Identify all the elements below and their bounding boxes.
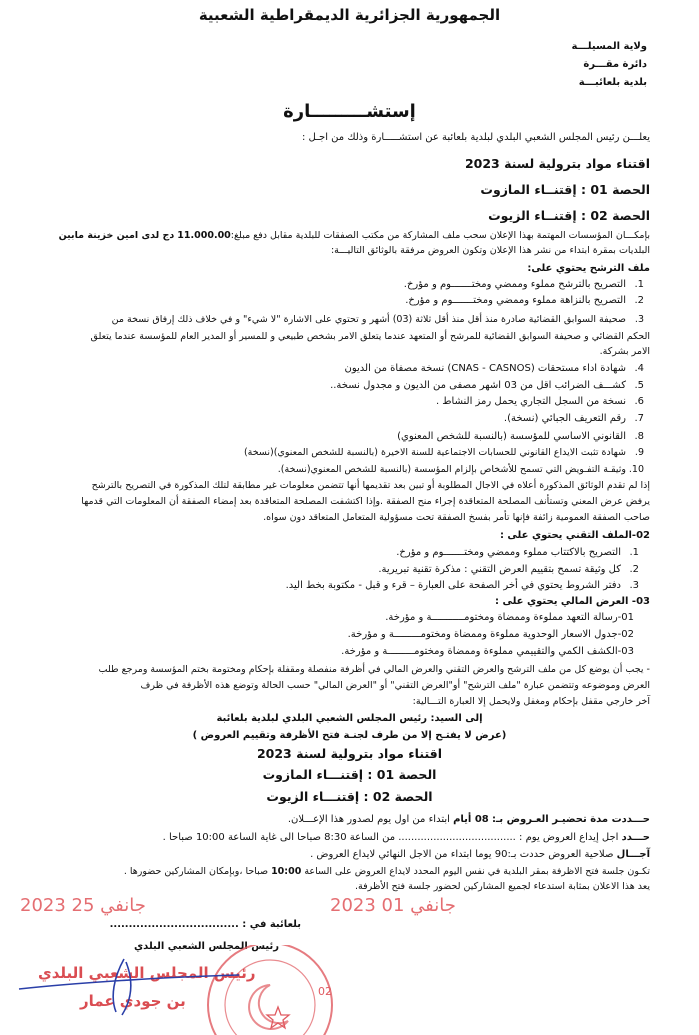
handwritten-signature-name: بن جودي عمار — [80, 992, 186, 1010]
item-3-continuation-2: الامر بشركة. — [599, 346, 650, 357]
republic-heading: الجمهورية الجزائرية الديمقراطية الشعبية — [198, 6, 501, 24]
wilaya-label: ولاية المسيلـــة — [571, 41, 647, 52]
signatory-title: رئيس المجلس الشعبي البلدي — [134, 941, 279, 952]
outer-envelope-lot-2: الحصة 02 : إقتنـــاء الزيوت — [266, 789, 433, 804]
opening-text: تكـون جلسة فتح الاظرفة بمقر البلدية في نفس اليوم المحدد لايداع العروض على الساعة — [301, 866, 650, 877]
item-number: 8. — [634, 431, 644, 442]
envelopes-line-1: - يجب أن يوضع كل من ملف الترشح والعرض التقني والعرض المالي في أظرفة منفصلة ومقفلة بإحكام ومختومة بختم المؤسسة ومرجع طلب — [98, 664, 650, 675]
candidacy-item — [405, 294, 644, 308]
withdrawal-line-2: البلديات بمقرة ابتداء من نشر هذا الإعلان وتكون العروض مرفقة بالوثائق التاليـــة: — [330, 245, 650, 256]
candidacy-item — [244, 446, 644, 460]
item-text: دفتر الشروط يحتوي في أخر الصفحة على العبارة – قرء و قبل - مكتوبة بخط اليد. — [285, 580, 621, 591]
candidacy-item — [278, 463, 644, 477]
item-text: كشـــف الضرائب اقل من 03 اشهر مصفى من الديون و مجدول نسخة.. — [330, 380, 626, 391]
deposit-date-stamp: 2023 جانفي 01 — [330, 895, 456, 916]
technical-item — [378, 563, 639, 577]
outer-envelope-notice: (عرض لا يفتـح إلا من طرف لجنـة فتح الأظرفة وتقييم العروض ) — [192, 730, 507, 741]
item-number: 3. — [634, 314, 644, 325]
prep-days: 08 أيام — [453, 814, 489, 825]
candidacy-item — [404, 278, 644, 292]
financial-item-2: 02-جدول الاسعار الوحدوية مملوءة وممضاة ومختومـــــــــة و مؤرخة. — [347, 629, 634, 640]
candidacy-heading: ملف الترشح يحتوي على: — [527, 263, 650, 274]
candidacy-note-3: صاحب الصفقة العمومية زائفة فإنها تأمر بفسخ الصفقة تحت مسؤولية المتعامل المتعاقد دون سواه. — [263, 512, 650, 523]
candidacy-item — [344, 362, 644, 376]
validity-text: صلاحية العروض حددت بـ:90 يوما ابتداء من الاجل النهائي لايداع العروض . — [310, 849, 617, 860]
item-text: وثيقـة التفـويض التي تسمح للأشخاص بإلزام المؤسسة (بالنسبة للشخص المعنوي(نسخة). — [277, 464, 626, 475]
outer-envelope-recipient: إلى السيد: رئيس المجلس الشعبي البلدي لبلدية بلعائبة — [216, 713, 483, 724]
item-text: التصريح بالاكتتاب مملوء وممضي ومختـــــــوم و مؤرخ. — [396, 547, 621, 558]
deposit-label: حـــدد — [621, 832, 650, 843]
opening-text-end: صباحا ،وبإمكان المشاركين حضورها . — [123, 866, 272, 877]
item-number: 4. — [634, 363, 644, 374]
lot-1 — [480, 181, 650, 199]
outer-envelope-lot-1: الحصة 01 : إقتنـــاء المازوت — [262, 767, 437, 782]
item-number: 7. — [634, 413, 644, 424]
item-text: رقم التعريف الجبائي (نسخة). — [503, 413, 626, 424]
item-number: 3. — [629, 580, 639, 591]
seal-number: 02 — [318, 985, 332, 998]
item-text: كل وثيقة تسمح بتقييم العرض التقني : مذكرة تقنية تبريرية. — [378, 564, 621, 575]
candidacy-note-2: يرفض عرض المعني وتستأنف المصلحة المتعاقدة إجراء منح الصفقة .وإذا اكتشفت المصلحة المتعاقدة بعد إمضاء الصفقة أن المعلومات التي قدمها — [81, 496, 650, 507]
item-text: صحيفة السوابق القضائية صادرة منذ أقل منذ أقل ثلاثة (03) أشهر و تحتوي على الاشارة "لا شيء" و في خلاف ذلك إرفاق نسخة من — [111, 314, 626, 325]
item-text: نسخة من السجل التجاري يحمل رمز النشاط . — [435, 396, 626, 407]
item-text: التصريح بالنزاهة مملوء وممضي ومختـــــــوم و مؤرخ. — [405, 295, 626, 306]
outer-envelope-subject: اقتناء مواد بترولية لسنة 2023 — [256, 746, 443, 761]
subject-title: اقتناء مواد بترولية لسنة 2023 — [464, 156, 650, 171]
item-number: 6. — [634, 396, 644, 407]
place-date-line: بلعائبة في : .................................. — [109, 919, 301, 930]
deposit-deadline — [163, 831, 650, 845]
candidacy-item — [504, 412, 644, 426]
financial-item-3: 03-الكشف الكمي والتقييمي مملوءة وممضاة ومختومـــــــــة و مؤرخة. — [341, 646, 634, 657]
technical-item — [396, 546, 639, 560]
candidacy-note-1: إذا لم تقدم الوثائق المذكورة أعلاه في الاجال المطلوبة أو تبين بعد تقديمها أنها تتضمن معلومات غير مطابقة لتلك المذكورة في التصريح بالترشح — [91, 480, 650, 491]
opening-session — [124, 865, 650, 879]
item-text: التصريح بالترشح مملوء وممضي ومختـــــــوم و مؤرخ. — [403, 279, 626, 290]
item-number: 10. — [628, 464, 644, 475]
validity-label: آجـــال — [616, 849, 650, 860]
envelopes-line-3: آخر خارجي مقفل بإحكام ومغفل ولايحمل إلا العبارة التـــالية: — [412, 696, 650, 707]
prep-label: حـــددت مدة تحضيـر العـروض بـ: — [491, 814, 650, 825]
item-number: 2. — [634, 295, 644, 306]
issue-date-stamp: 2023 جانفي 25 — [20, 895, 146, 916]
withdrawal-text: بإمكـــان المؤسسات المهتمة بهذا الإعلان سحب ملف المشاركة من مكتب الصفقات للبلدية مقابل دفع مبلغ: — [230, 230, 650, 241]
withdrawal-line-1 — [59, 229, 650, 243]
technical-heading: 02-الملف التقني يحتوي على : — [499, 530, 650, 541]
item-number: 2. — [629, 564, 639, 575]
signature-scribble-icon — [14, 957, 244, 1017]
prep-text: ابتداء من اول يوم لصدور هذا الإعـــلان. — [287, 814, 454, 825]
candidacy-item — [397, 430, 644, 444]
fee-amount: 11.000.00 — [177, 230, 231, 241]
financial-item-1: 01-رسالة التعهد مملوءة وممضاة ومختومـــــــــــة و مؤرخة. — [385, 612, 634, 623]
lot-2-label: الحصة 02 : — [580, 208, 650, 223]
opening-time: 10:00 — [271, 866, 302, 877]
preparation-period — [288, 813, 650, 827]
lot-2 — [488, 207, 650, 225]
document-title: إستشـــــــــارة — [283, 101, 416, 122]
item-number: 5. — [634, 380, 644, 391]
envelopes-line-2: العرض وموضوعه وتتضمن عبارة "ملف الترشح" أو"العرض التقني" أو "العرض المالي" حسب الحالة وتوضع هذه الأظرفة في ظرف — [140, 680, 650, 691]
convocation-note: يعد هذا الاعلان بمثابة استدعاء لجميع المشاركين لحضور جلسة فتح الأظرفة. — [355, 881, 650, 892]
lot-1-name: إقتنــاء المازوت — [480, 182, 577, 197]
lot-2-name: إقتنــاء الزيوت — [488, 208, 577, 223]
technical-item — [286, 579, 639, 593]
item-number: 1. — [634, 279, 644, 290]
lot-1-label: الحصة 01 : — [580, 182, 650, 197]
handwritten-signature-title: رئيس المجلس الشعبي البلدي — [38, 964, 256, 982]
candidacy-item — [112, 313, 644, 327]
validity-period — [310, 848, 650, 862]
item-text: شهادة اداء مستحقات (CNAS - CASNOS) نسخة مصفاة من الديون — [344, 363, 626, 374]
item-text: القانوني الاساسي للمؤسسة (بالنسبة للشخص المعنوي) — [397, 431, 626, 442]
item-number: 1. — [629, 547, 639, 558]
baladia-label: بلدية بلعائبـــة — [578, 77, 647, 88]
intro-text: يعلـــن رئيس المجلس الشعبي البلدي لبلدية بلعائبة عن استشـــــارة وذلك من اجـل : — [301, 132, 650, 143]
financial-heading: 03- العرض المالي يحتوي على : — [494, 596, 650, 607]
item-number: 9. — [634, 447, 644, 458]
candidacy-item — [436, 395, 644, 409]
item-text: شهادة تثبت الايداع القانوني للحسابات الاجتماعية للسنة الاخيرة (بالنسبة للشخص المعنوي)(نسخة) — [243, 447, 626, 458]
candidacy-item — [330, 379, 644, 393]
deposit-text: اجل إيداع العروض يوم : ..................................... من الساعة 8:30 صباحا الى غاية الساعة 10:00 صباحا . — [162, 832, 622, 843]
withdrawal-text-end: دج لدى امين خزينة مابين — [58, 230, 175, 241]
item-3-continuation: الحكم القضائي و صحيفة السوابق القضائية للمرشح أو المتعهد عندما يتعلق الامر بشخص طبيعي و للمسير أو المدير العام للمؤسسة عندما يتعلق — [90, 331, 650, 342]
daira-label: دائرة مقـــرة — [583, 59, 647, 70]
